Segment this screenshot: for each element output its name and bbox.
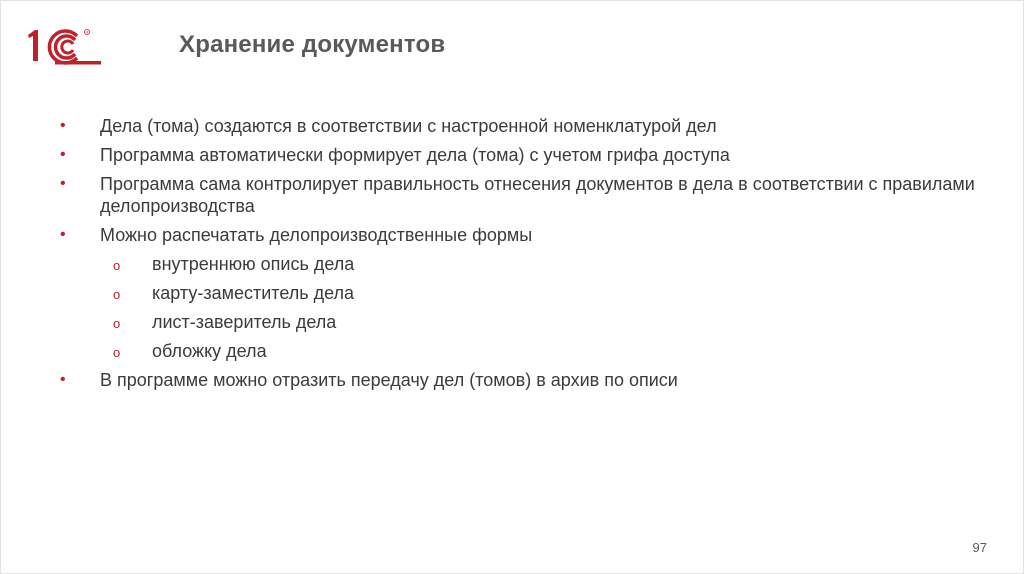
sub-bullet-text: лист-заверитель дела [152,312,337,332]
bullet-marker-icon: • [60,371,66,388]
sub-bullet-text: внутреннюю опись дела [152,254,355,274]
sub-bullet-item [100,311,988,333]
sub-bullet-item [100,253,988,275]
bullet-text: Дела (тома) создаются в соответствии с настроенной номенклатурой дел [100,116,717,136]
circle-marker-icon: o [113,345,121,360]
bullet-marker-icon: • [60,146,66,163]
bullet-item [58,224,988,362]
bullet-list [58,115,988,398]
circle-marker-icon: o [113,287,121,302]
bullet-text: В программе можно отразить передачу дел (томов) в архив по описи [100,370,678,390]
slide-title: Хранение документов [179,31,446,58]
page-number: 97 [972,540,987,555]
bullet-marker-icon: • [60,117,66,134]
bullet-text: Можно распечатать делопроизводственные формы [100,225,533,245]
bullet-marker-icon: • [60,175,66,192]
bullet-marker-icon: • [60,226,66,243]
1c-logo [25,27,103,67]
circle-marker-icon: o [113,316,121,331]
bullet-item [58,115,988,137]
bullet-item [58,173,988,217]
bullet-item [58,144,988,166]
sub-bullet-item [100,340,988,362]
sub-bullet-list [100,253,988,362]
sub-bullet-item [100,282,988,304]
sub-bullet-text: обложку дела [152,341,267,361]
circle-marker-icon: o [113,258,121,273]
bullet-text: Программа автоматически формирует дела (тома) с учетом грифа доступа [100,145,730,165]
bullet-text: Программа сама контролирует правильность отнесения документов в дела в соответствии с правилами делопроизводства [100,174,975,216]
svg-text:R: R [85,30,89,35]
bullet-item [58,369,988,391]
sub-bullet-text: карту-заместитель дела [152,283,355,303]
